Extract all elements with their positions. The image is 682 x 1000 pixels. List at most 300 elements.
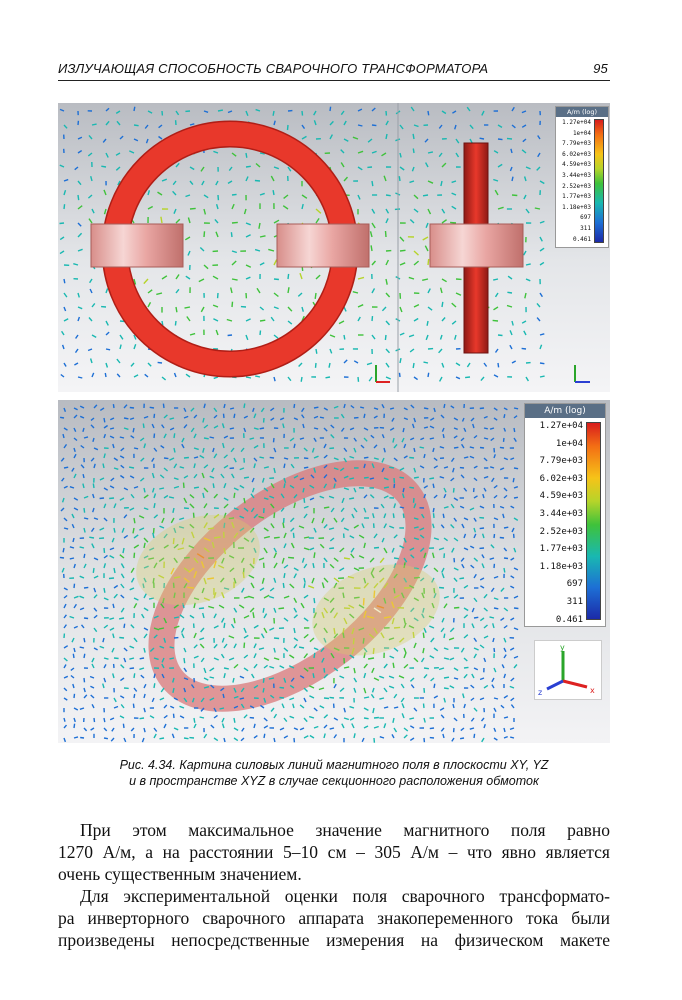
field-arrow bbox=[493, 623, 494, 628]
field-arrow bbox=[364, 438, 367, 441]
field-arrow bbox=[373, 688, 375, 692]
field-arrow bbox=[294, 638, 298, 641]
field-arrow bbox=[392, 734, 394, 738]
field-arrow bbox=[244, 668, 248, 671]
field-arrow bbox=[260, 457, 265, 458]
field-arrow bbox=[329, 528, 334, 529]
field-arrow bbox=[434, 458, 437, 461]
field-arrow bbox=[444, 404, 445, 408]
field-arrow bbox=[364, 664, 367, 668]
field-arrow bbox=[64, 676, 68, 678]
field-arrow bbox=[474, 496, 478, 498]
field-arrow bbox=[120, 456, 124, 458]
field-arrow bbox=[273, 111, 274, 116]
field-arrow bbox=[194, 474, 197, 478]
field-arrow bbox=[514, 568, 518, 570]
field-arrow bbox=[354, 448, 356, 452]
field-arrow bbox=[288, 307, 292, 311]
field-arrow bbox=[434, 466, 438, 468]
field-arrow bbox=[274, 563, 277, 568]
field-arrow bbox=[253, 488, 254, 492]
field-arrow bbox=[263, 608, 264, 613]
field-arrow bbox=[218, 110, 223, 111]
field-arrow bbox=[508, 276, 512, 279]
field-arrow bbox=[159, 125, 162, 128]
field-arrow bbox=[84, 728, 87, 731]
field-arrow bbox=[350, 428, 354, 430]
field-arrow bbox=[174, 487, 179, 489]
field-arrow bbox=[294, 728, 298, 730]
field-arrow bbox=[441, 335, 443, 340]
field-arrow bbox=[103, 464, 104, 469]
field-arrow bbox=[144, 538, 148, 542]
field-arrow bbox=[443, 514, 444, 518]
field-arrow bbox=[104, 563, 105, 568]
field-arrow bbox=[364, 708, 368, 710]
field-arrow bbox=[312, 578, 314, 583]
field-arrow bbox=[104, 625, 108, 628]
field-arrow bbox=[494, 577, 498, 579]
field-arrow bbox=[309, 696, 314, 698]
field-arrow bbox=[302, 125, 305, 129]
field-arrow bbox=[120, 476, 124, 479]
field-arrow bbox=[500, 447, 504, 448]
field-arrow bbox=[113, 604, 114, 608]
field-arrow bbox=[80, 547, 84, 548]
field-arrow bbox=[304, 718, 307, 722]
field-arrow bbox=[182, 438, 184, 442]
field-arrow bbox=[117, 121, 120, 125]
field-arrow bbox=[64, 518, 67, 521]
field-arrow bbox=[105, 373, 106, 377]
field-arrow bbox=[441, 181, 442, 186]
field-arrow bbox=[494, 518, 498, 520]
field-arrow bbox=[224, 465, 228, 468]
field-arrow bbox=[374, 678, 379, 680]
field-arrow bbox=[104, 454, 105, 459]
field-arrow bbox=[507, 306, 512, 308]
field-arrow bbox=[291, 528, 294, 531]
field-arrow bbox=[117, 359, 120, 363]
field-arrow bbox=[124, 428, 128, 429]
field-arrow bbox=[470, 508, 474, 510]
field-arrow bbox=[319, 688, 324, 690]
field-arrow bbox=[130, 508, 134, 510]
field-arrow bbox=[484, 363, 487, 367]
field-arrow bbox=[204, 209, 205, 214]
field-arrow bbox=[410, 220, 414, 224]
field-arrow bbox=[254, 458, 257, 461]
field-arrow bbox=[511, 698, 514, 701]
field-arrow bbox=[409, 335, 414, 337]
field-arrow bbox=[362, 738, 364, 742]
field-arrow bbox=[344, 335, 345, 340]
field-arrow bbox=[134, 139, 138, 141]
field-arrow bbox=[184, 498, 187, 503]
field-arrow bbox=[224, 498, 228, 500]
field-arrow bbox=[294, 568, 298, 571]
field-arrow bbox=[329, 496, 334, 498]
field-arrow bbox=[514, 608, 518, 609]
field-arrow bbox=[83, 484, 84, 488]
field-arrow bbox=[426, 335, 428, 340]
field-arrow bbox=[410, 738, 414, 740]
field-arrow bbox=[342, 724, 344, 728]
field-arrow bbox=[302, 136, 307, 139]
field-arrow bbox=[442, 302, 443, 307]
field-arrow bbox=[162, 276, 167, 279]
field-arrow bbox=[145, 125, 148, 129]
field-arrow bbox=[494, 307, 499, 310]
field-arrow bbox=[299, 526, 304, 528]
field-arrow bbox=[456, 363, 460, 366]
field-arrow bbox=[186, 374, 190, 377]
field-arrow bbox=[394, 707, 398, 708]
field-arrow bbox=[224, 414, 225, 418]
field-arrow bbox=[270, 408, 274, 411]
field-arrow bbox=[72, 524, 74, 528]
field-arrow bbox=[94, 576, 98, 578]
paragraph-line: очень существенным значением. bbox=[58, 864, 302, 884]
field-arrow bbox=[430, 656, 434, 658]
field-arrow bbox=[246, 319, 251, 321]
field-arrow bbox=[484, 636, 488, 638]
field-arrow bbox=[78, 317, 79, 321]
field-arrow bbox=[428, 152, 433, 153]
field-arrow bbox=[154, 414, 155, 418]
field-arrow bbox=[511, 618, 515, 620]
field-arrow bbox=[413, 363, 414, 368]
field-arrow bbox=[121, 595, 124, 598]
field-arrow bbox=[64, 204, 65, 209]
field-arrow bbox=[257, 288, 260, 293]
field-arrow bbox=[420, 438, 424, 440]
field-arrow bbox=[450, 658, 454, 660]
field-arrow bbox=[164, 434, 166, 438]
field-arrow bbox=[429, 626, 434, 628]
field-arrow bbox=[315, 293, 316, 299]
field-arrow bbox=[400, 263, 405, 265]
field-arrow bbox=[217, 204, 218, 209]
field-arrow bbox=[64, 125, 67, 128]
field-arrow bbox=[494, 151, 498, 153]
field-arrow bbox=[111, 738, 114, 741]
field-arrow bbox=[161, 446, 164, 448]
field-arrow bbox=[314, 111, 316, 115]
field-arrow bbox=[379, 676, 384, 678]
field-arrow bbox=[120, 678, 124, 681]
field-arrow bbox=[301, 377, 302, 382]
field-arrow bbox=[169, 497, 174, 498]
field-arrow bbox=[194, 463, 195, 468]
field-arrow bbox=[202, 181, 204, 185]
field-arrow bbox=[211, 725, 214, 728]
field-arrow bbox=[64, 444, 67, 448]
field-arrow bbox=[320, 496, 324, 498]
field-arrow bbox=[434, 684, 435, 688]
field-arrow bbox=[492, 678, 494, 682]
field-arrow bbox=[364, 428, 368, 430]
field-arrow bbox=[334, 558, 338, 561]
axis-z-label: z bbox=[538, 688, 543, 697]
field-arrow bbox=[294, 418, 298, 420]
field-arrow bbox=[134, 518, 135, 523]
field-arrow bbox=[139, 528, 144, 530]
field-arrow bbox=[494, 408, 497, 410]
field-arrow bbox=[454, 538, 458, 541]
field-arrow bbox=[84, 518, 88, 519]
field-arrow bbox=[460, 738, 464, 739]
figure-caption bbox=[58, 757, 610, 789]
field-arrow bbox=[152, 458, 154, 462]
field-arrow bbox=[522, 321, 526, 323]
field-arrow bbox=[121, 465, 124, 468]
legend-tick-label: 311 bbox=[580, 225, 591, 232]
field-arrow bbox=[474, 668, 478, 670]
field-arrow bbox=[89, 537, 94, 538]
field-arrow bbox=[279, 698, 284, 699]
color-legend bbox=[524, 403, 606, 627]
field-arrow bbox=[442, 428, 444, 432]
field-arrow bbox=[92, 544, 94, 548]
field-arrow bbox=[214, 454, 217, 458]
field-arrow bbox=[480, 578, 484, 580]
field-arrow bbox=[302, 204, 303, 209]
coil-left bbox=[91, 224, 183, 267]
field-arrow bbox=[341, 111, 344, 115]
field-arrow bbox=[120, 498, 124, 500]
field-arrow bbox=[230, 408, 234, 409]
field-arrow bbox=[385, 335, 386, 340]
field-arrow bbox=[171, 518, 174, 523]
field-arrow bbox=[214, 738, 218, 741]
field-arrow bbox=[254, 414, 256, 418]
field-arrow bbox=[234, 718, 235, 723]
field-arrow bbox=[112, 648, 114, 652]
field-arrow bbox=[134, 448, 138, 449]
field-arrow bbox=[424, 565, 428, 568]
field-arrow bbox=[324, 715, 328, 718]
field-arrow bbox=[240, 468, 244, 470]
field-arrow bbox=[61, 375, 64, 378]
field-arrow bbox=[344, 177, 348, 181]
field-arrow bbox=[274, 578, 276, 583]
field-arrow bbox=[470, 728, 474, 729]
field-arrow bbox=[314, 727, 318, 729]
field-arrow bbox=[130, 418, 134, 419]
field-arrow bbox=[224, 404, 225, 408]
field-arrow bbox=[480, 645, 484, 648]
field-arrow bbox=[274, 608, 276, 613]
field-arrow bbox=[304, 537, 309, 538]
field-arrow bbox=[153, 473, 155, 478]
field-arrow bbox=[394, 484, 395, 488]
field-arrow bbox=[274, 638, 279, 639]
field-arrow bbox=[204, 438, 209, 439]
field-arrow bbox=[213, 448, 214, 452]
legend-tick-label: 6.02e+03 bbox=[562, 150, 591, 158]
field-arrow bbox=[471, 698, 474, 701]
field-arrow bbox=[204, 734, 207, 738]
field-arrow bbox=[413, 424, 414, 428]
field-arrow bbox=[199, 608, 204, 609]
field-arrow bbox=[461, 438, 464, 441]
field-arrow bbox=[464, 518, 468, 520]
field-arrow bbox=[263, 688, 264, 693]
field-arrow bbox=[537, 167, 540, 170]
field-arrow bbox=[109, 498, 114, 499]
field-arrow bbox=[229, 658, 234, 660]
field-arrow bbox=[212, 468, 214, 472]
field-arrow bbox=[224, 483, 226, 488]
field-arrow bbox=[264, 537, 270, 538]
field-arrow bbox=[368, 139, 372, 142]
field-arrow bbox=[470, 447, 474, 448]
field-arrow bbox=[467, 363, 470, 367]
field-arrow bbox=[364, 495, 367, 498]
field-arrow bbox=[204, 678, 208, 680]
field-arrow bbox=[219, 605, 224, 608]
field-arrow bbox=[234, 664, 238, 668]
field-arrow bbox=[116, 111, 120, 113]
field-arrow bbox=[401, 684, 404, 688]
field-arrow bbox=[144, 708, 145, 712]
field-arrow bbox=[214, 415, 217, 418]
field-arrow bbox=[390, 408, 394, 409]
field-arrow bbox=[158, 192, 163, 195]
field-arrow bbox=[334, 718, 338, 720]
field-arrow bbox=[264, 614, 267, 618]
field-arrow bbox=[310, 638, 314, 642]
field-arrow bbox=[174, 448, 175, 453]
field-arrow bbox=[110, 486, 114, 488]
page-number: 95 bbox=[593, 61, 608, 76]
field-arrow bbox=[344, 528, 349, 530]
field-arrow bbox=[246, 177, 248, 182]
field-arrow bbox=[141, 458, 144, 461]
field-arrow bbox=[274, 260, 277, 265]
field-arrow bbox=[414, 195, 418, 199]
field-arrow bbox=[180, 706, 185, 708]
field-arrow bbox=[302, 408, 304, 412]
field-arrow bbox=[394, 444, 397, 448]
field-arrow bbox=[492, 685, 494, 688]
field-arrow bbox=[216, 330, 218, 335]
field-arrow bbox=[104, 678, 106, 682]
field-arrow bbox=[513, 478, 514, 482]
field-arrow bbox=[512, 528, 514, 532]
field-arrow bbox=[124, 405, 127, 408]
field-arrow bbox=[63, 345, 64, 349]
field-arrow bbox=[471, 718, 474, 721]
field-arrow bbox=[330, 564, 334, 568]
field-arrow bbox=[254, 463, 255, 468]
field-arrow bbox=[134, 545, 139, 548]
field-arrow bbox=[264, 528, 268, 531]
field-arrow bbox=[244, 416, 248, 418]
field-arrow bbox=[104, 504, 106, 508]
field-arrow bbox=[228, 111, 232, 113]
paragraph-line: Для экспериментальной оценки поля сварочного трансформато- bbox=[80, 886, 610, 906]
field-arrow bbox=[231, 288, 232, 294]
field-arrow bbox=[106, 153, 108, 158]
field-arrow bbox=[113, 634, 114, 638]
field-arrow bbox=[358, 125, 362, 126]
field-arrow bbox=[91, 458, 94, 461]
field-arrow bbox=[510, 330, 512, 335]
field-arrow bbox=[316, 218, 319, 223]
field-arrow bbox=[442, 111, 446, 114]
field-arrow bbox=[452, 206, 456, 209]
field-arrow bbox=[224, 738, 225, 742]
field-arrow bbox=[344, 404, 345, 408]
field-arrow bbox=[72, 638, 74, 642]
field-arrow bbox=[428, 373, 429, 377]
field-arrow bbox=[522, 150, 526, 153]
field-arrow bbox=[494, 698, 498, 699]
field-arrow bbox=[312, 518, 314, 523]
field-arrow bbox=[540, 237, 542, 241]
field-arrow bbox=[194, 448, 199, 449]
field-arrow bbox=[384, 707, 388, 708]
field-arrow bbox=[423, 237, 428, 240]
field-arrow bbox=[314, 120, 316, 125]
field-arrow bbox=[358, 305, 363, 307]
field-arrow bbox=[182, 444, 184, 448]
field-arrow bbox=[154, 434, 155, 439]
field-arrow bbox=[511, 705, 514, 708]
field-arrow bbox=[164, 468, 168, 471]
field-arrow bbox=[80, 576, 84, 578]
field-arrow bbox=[442, 568, 444, 573]
field-arrow bbox=[120, 136, 123, 139]
field-arrow bbox=[184, 738, 189, 739]
field-arrow bbox=[194, 487, 199, 488]
field-arrow bbox=[504, 717, 508, 718]
field-arrow bbox=[471, 685, 474, 688]
field-arrow bbox=[452, 181, 456, 182]
legend-tick-label: 4.59e+03 bbox=[539, 491, 583, 502]
field-arrow bbox=[120, 696, 124, 698]
field-arrow bbox=[462, 444, 464, 448]
field-arrow bbox=[234, 618, 235, 623]
field-arrow bbox=[422, 658, 425, 662]
field-arrow bbox=[463, 418, 465, 422]
field-arrow bbox=[284, 483, 285, 488]
field-arrow bbox=[358, 109, 362, 111]
field-arrow bbox=[329, 548, 334, 549]
field-arrow bbox=[114, 528, 115, 533]
field-arrow bbox=[500, 507, 504, 509]
field-arrow bbox=[467, 107, 470, 111]
field-arrow bbox=[223, 423, 225, 428]
field-arrow bbox=[354, 668, 355, 673]
field-arrow bbox=[274, 220, 279, 223]
field-arrow bbox=[382, 153, 387, 156]
field-arrow bbox=[210, 476, 214, 478]
field-arrow bbox=[194, 415, 197, 418]
field-arrow bbox=[450, 686, 454, 688]
field-arrow bbox=[484, 685, 488, 688]
field-arrow bbox=[133, 428, 134, 432]
field-arrow bbox=[124, 418, 128, 419]
field-arrow bbox=[60, 251, 64, 254]
field-arrow bbox=[540, 345, 542, 349]
field-arrow bbox=[88, 153, 92, 156]
field-arrow bbox=[91, 425, 94, 428]
field-arrow bbox=[84, 496, 88, 498]
field-arrow bbox=[222, 638, 224, 643]
